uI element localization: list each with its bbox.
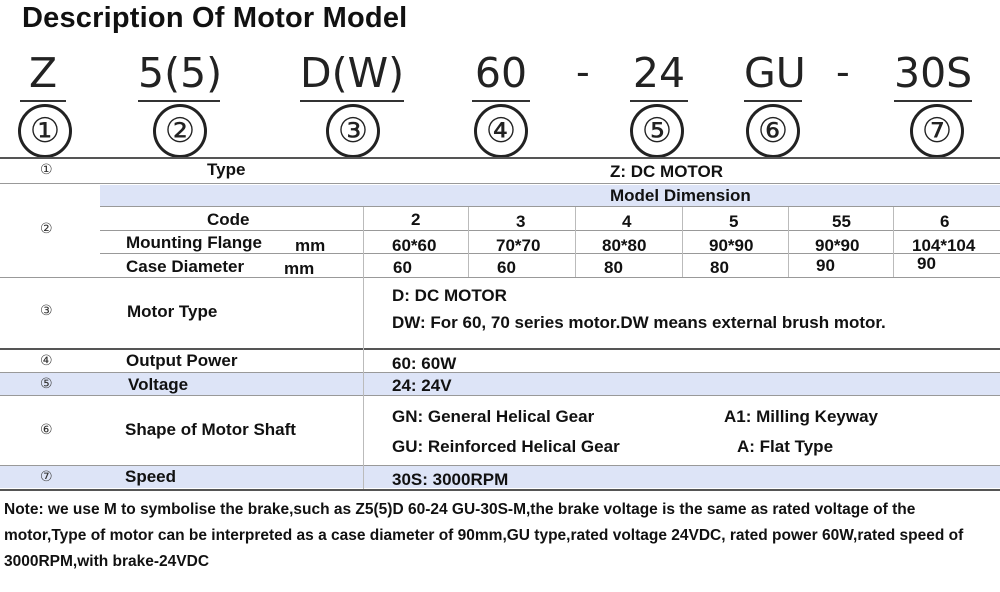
column-rule	[363, 207, 364, 489]
row-marker-2: ②	[40, 221, 53, 237]
code-segment-motor-type	[300, 48, 404, 98]
code-underline	[894, 100, 972, 102]
column-rule	[575, 207, 576, 277]
table-rule	[100, 206, 1000, 207]
table-rule	[100, 253, 1000, 254]
column-rule	[682, 207, 683, 277]
voltage-label: Voltage	[128, 375, 189, 394]
flange-value: 70*70	[496, 236, 541, 255]
code-segment-text: 60	[474, 49, 528, 97]
motor-type-line2: DW: For 60, 70 series motor.DW means external brush motor.	[392, 313, 886, 332]
diameter-value: 90	[816, 256, 835, 275]
code-segment-speed	[894, 48, 972, 98]
shaft-label: Shape of Motor Shaft	[125, 420, 296, 439]
page-title: Description Of Motor Model	[22, 2, 408, 34]
code-underline	[138, 100, 220, 102]
code-segment-dimension	[138, 48, 223, 98]
code-segment-text: 24	[632, 49, 686, 97]
speed-label: Speed	[125, 467, 177, 486]
code-underline	[630, 100, 688, 102]
code-underline	[744, 100, 802, 102]
row-marker-7: ⑦	[40, 469, 53, 485]
circled-marker-3: ③	[326, 104, 380, 158]
code-value: 55	[832, 212, 851, 231]
code-underline	[300, 100, 404, 102]
table-rule	[0, 183, 1000, 184]
shaft-a1: A1: Milling Keyway	[724, 407, 878, 426]
diameter-value: 80	[710, 258, 729, 277]
flange-value: 80*80	[602, 236, 647, 255]
output-power-value: 60: 60W	[392, 354, 457, 373]
row-marker-4: ④	[40, 353, 53, 369]
code-value: 5	[729, 212, 739, 231]
code-value: 6	[940, 212, 950, 231]
code-value: 4	[622, 212, 632, 231]
shaft-gu: GU: Reinforced Helical Gear	[392, 437, 620, 456]
code-segment-text: Z	[28, 49, 58, 97]
table-rule	[0, 465, 1000, 466]
table-rule	[0, 348, 1000, 350]
output-power-label: Output Power	[126, 351, 238, 370]
circled-marker-5: ⑤	[630, 104, 684, 158]
code-segment-type	[20, 48, 66, 98]
shaft-a: A: Flat Type	[737, 437, 834, 456]
code-segment-voltage	[630, 48, 688, 98]
spec-table	[0, 157, 1000, 493]
brake-note: Note: we use M to symbolise the brake,such as Z5(5)D 60-24 GU-30S-M,the brake voltage is the same as rated voltage of the motor,Type of motor can be interpreted as a case diameter of 90mm,GU type,rated voltage 24VDC, rated power 60W,rated speed of 3000RPM,with brake-24VDC	[4, 501, 964, 570]
dimension-header-band	[100, 185, 1000, 206]
dimension-header: Model Dimension	[610, 186, 751, 205]
type-value: Z: DC MOTOR	[610, 162, 724, 181]
voltage-value: 24: 24V	[392, 376, 452, 395]
row-marker-3: ③	[40, 303, 53, 319]
code-value: 3	[516, 212, 526, 231]
table-rule	[0, 395, 1000, 396]
diameter-label: Case Diameter	[126, 257, 245, 276]
code-segment-text: 30S	[894, 49, 973, 97]
column-rule	[468, 207, 469, 277]
circled-marker-1: ①	[18, 104, 72, 158]
flange-unit: mm	[295, 236, 326, 255]
circled-marker-4: ④	[474, 104, 528, 158]
column-rule	[788, 207, 789, 277]
flange-label: Mounting Flange	[126, 233, 262, 252]
code-segment-text: 5(5)	[138, 49, 223, 97]
diameter-value: 60	[497, 258, 516, 277]
speed-value: 30S: 3000RPM	[392, 470, 509, 489]
flange-value: 90*90	[709, 236, 754, 255]
motor-type-line1: D: DC MOTOR	[392, 286, 507, 305]
code-value: 2	[411, 210, 421, 229]
code-underline	[20, 100, 66, 102]
flange-value: 60*60	[392, 236, 437, 255]
code-segment-text: D(W)	[300, 49, 405, 97]
diameter-value: 80	[604, 258, 623, 277]
code-segment-shaft	[744, 48, 806, 98]
row-marker-5: ⑤	[40, 376, 53, 392]
code-separator: -	[576, 50, 590, 94]
diameter-value: 60	[393, 258, 412, 277]
table-rule	[0, 157, 1000, 159]
column-rule	[893, 207, 894, 277]
code-separator: -	[836, 50, 850, 94]
circled-marker-2: ②	[153, 104, 207, 158]
diameter-value: 90	[917, 254, 936, 273]
circled-marker-7: ⑦	[910, 104, 964, 158]
motor-type-label: Motor Type	[127, 302, 218, 321]
row-marker-1: ①	[40, 162, 53, 178]
table-rule	[0, 372, 1000, 373]
circled-marker-6: ⑥	[746, 104, 800, 158]
code-underline	[472, 100, 530, 102]
type-label: Type	[207, 160, 246, 179]
flange-value: 90*90	[815, 236, 860, 255]
code-segment-text: GU	[744, 49, 806, 97]
flange-value: 104*104	[912, 236, 976, 255]
row-marker-6: ⑥	[40, 422, 53, 438]
shaft-gn: GN: General Helical Gear	[392, 407, 595, 426]
code-label: Code	[207, 210, 250, 229]
diameter-unit: mm	[284, 259, 315, 278]
code-segment-power	[472, 48, 530, 98]
table-rule	[100, 230, 1000, 231]
